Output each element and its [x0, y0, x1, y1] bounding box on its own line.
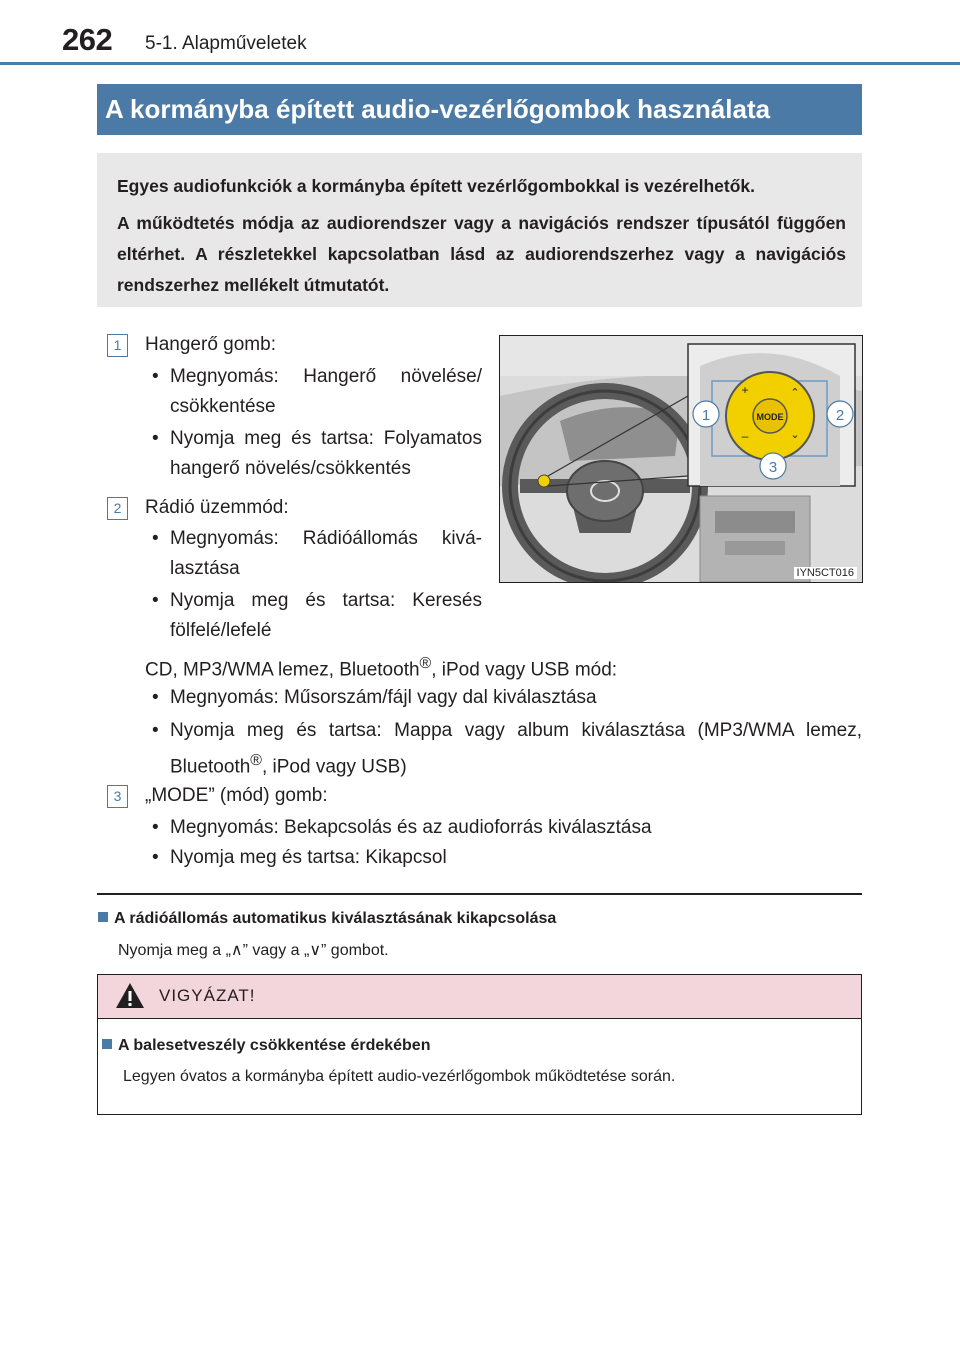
volume-button-heading: Hangerő gomb: [145, 334, 276, 355]
warning-subheading [102, 1037, 430, 1055]
list-item-text-part: Nyomja meg és tartsa: Mappa vagy album kiválasztása (MP3/WMA lemez, Bluetooth [170, 720, 862, 778]
page-number: 262 [62, 22, 113, 57]
bullet-mark: • [152, 687, 159, 708]
divider [97, 893, 862, 895]
list-item [152, 362, 482, 422]
list-item [152, 524, 482, 584]
list-item-text-part: , iPod vagy USB) [261, 756, 407, 778]
list-item [152, 683, 862, 713]
list-item-text: Nyomja meg és tartsa: Keresés fölfelé/lefelé [170, 590, 482, 641]
list-item-text: Megnyomás: Bekapcsolás és az audioforrás kiválasztása [170, 817, 652, 838]
note-heading-text: A rádióállomás automatikus kiválasztásának kikapcsolása [114, 910, 557, 927]
mode-button-heading: „MODE” (mód) gomb: [145, 785, 328, 806]
bullet-mark: • [152, 847, 159, 868]
steering-wheel-drawing [500, 336, 862, 582]
intro-box [97, 153, 862, 307]
intro-paragraph-1: Egyes audiofunkciók a kormányba épített vezérlőgombokkal is vezérelhetők. [117, 176, 755, 196]
note-text: Nyomja meg a „∧” vagy a „∨” gombot. [118, 942, 389, 959]
intro-paragraph-2: A működtetés módja az audiorendszer vagy a navigációs rendszer típusától függően eltérhet. A részletekkel kapcsolatban lásd az audiorendszerhez vagy a navigációs rendszerhez mellékelt útmutatót. [117, 213, 846, 295]
bullet-mark: • [152, 720, 159, 741]
warning-subheading-text: A balesetveszély csökkentése érdekében [118, 1037, 431, 1054]
warning-triangle-icon [115, 982, 145, 1009]
bullet-mark: • [152, 528, 159, 549]
registered-mark: ® [250, 752, 262, 769]
cd-mode-heading [145, 655, 617, 681]
item-number-3: 3 [107, 785, 128, 808]
item-number-1: 1 [107, 334, 128, 357]
figure-code: IYN5CT016 [794, 567, 857, 579]
callout-1: 1 [701, 407, 711, 424]
bullet-mark: • [152, 428, 159, 449]
svg-text:+: + [741, 383, 749, 397]
warning-text: Legyen óvatos a kormányba épített audio-vezérlőgombok működtetése során. [123, 1068, 676, 1085]
list-item-text: Megnyomás: Műsorszám/fájl vagy dal kiválasztása [170, 687, 597, 708]
warning-header [98, 975, 861, 1019]
bullet-mark: • [152, 590, 159, 611]
list-item [152, 843, 862, 873]
list-item-text [152, 716, 862, 782]
callout-2: 2 [835, 407, 845, 424]
warning-box [97, 974, 862, 1115]
list-item-text: Nyomja meg és tartsa: Kikapcsol [170, 847, 447, 868]
list-item [152, 424, 482, 484]
bullet-mark: • [152, 366, 159, 387]
callout-3: 3 [768, 459, 778, 476]
cd-mode-heading-text: CD, MP3/WMA lemez, Bluetooth [145, 659, 420, 681]
steering-wheel-illustration [499, 335, 863, 583]
svg-text:⌃: ⌃ [790, 387, 800, 399]
page-title: A kormányba épített audio-vezérlőgombok használata [97, 84, 862, 135]
bullet-mark: • [152, 817, 159, 838]
list-item [152, 813, 862, 843]
square-bullet-icon [98, 912, 108, 922]
cd-mode-heading-rest: , iPod vagy USB mód: [431, 659, 618, 681]
svg-text:⌄: ⌄ [790, 429, 800, 441]
page-header [0, 0, 960, 70]
item-number-2: 2 [107, 497, 128, 520]
note-heading [98, 910, 556, 928]
list-item [152, 716, 862, 782]
square-bullet-icon [102, 1039, 112, 1049]
list-item [152, 586, 482, 646]
list-item-text: Nyomja meg és tartsa: Folyamatos hangerő növelés/csökkentés [170, 428, 482, 479]
list-item-text: Megnyomás: Rádióállomás kiválasztása [170, 528, 482, 579]
list-item-text: Megnyomás: Hangerő növelése/ csökkentése [170, 366, 482, 417]
mode-button-label: MODE [756, 412, 784, 422]
registered-mark: ® [419, 655, 432, 672]
radio-mode-heading: Rádió üzemmód: [145, 497, 289, 518]
header-rule [0, 62, 960, 65]
svg-text:–: – [741, 429, 749, 443]
warning-title: VIGYÁZAT! [159, 986, 256, 1005]
section-title: 5-1. Alapműveletek [145, 33, 307, 54]
